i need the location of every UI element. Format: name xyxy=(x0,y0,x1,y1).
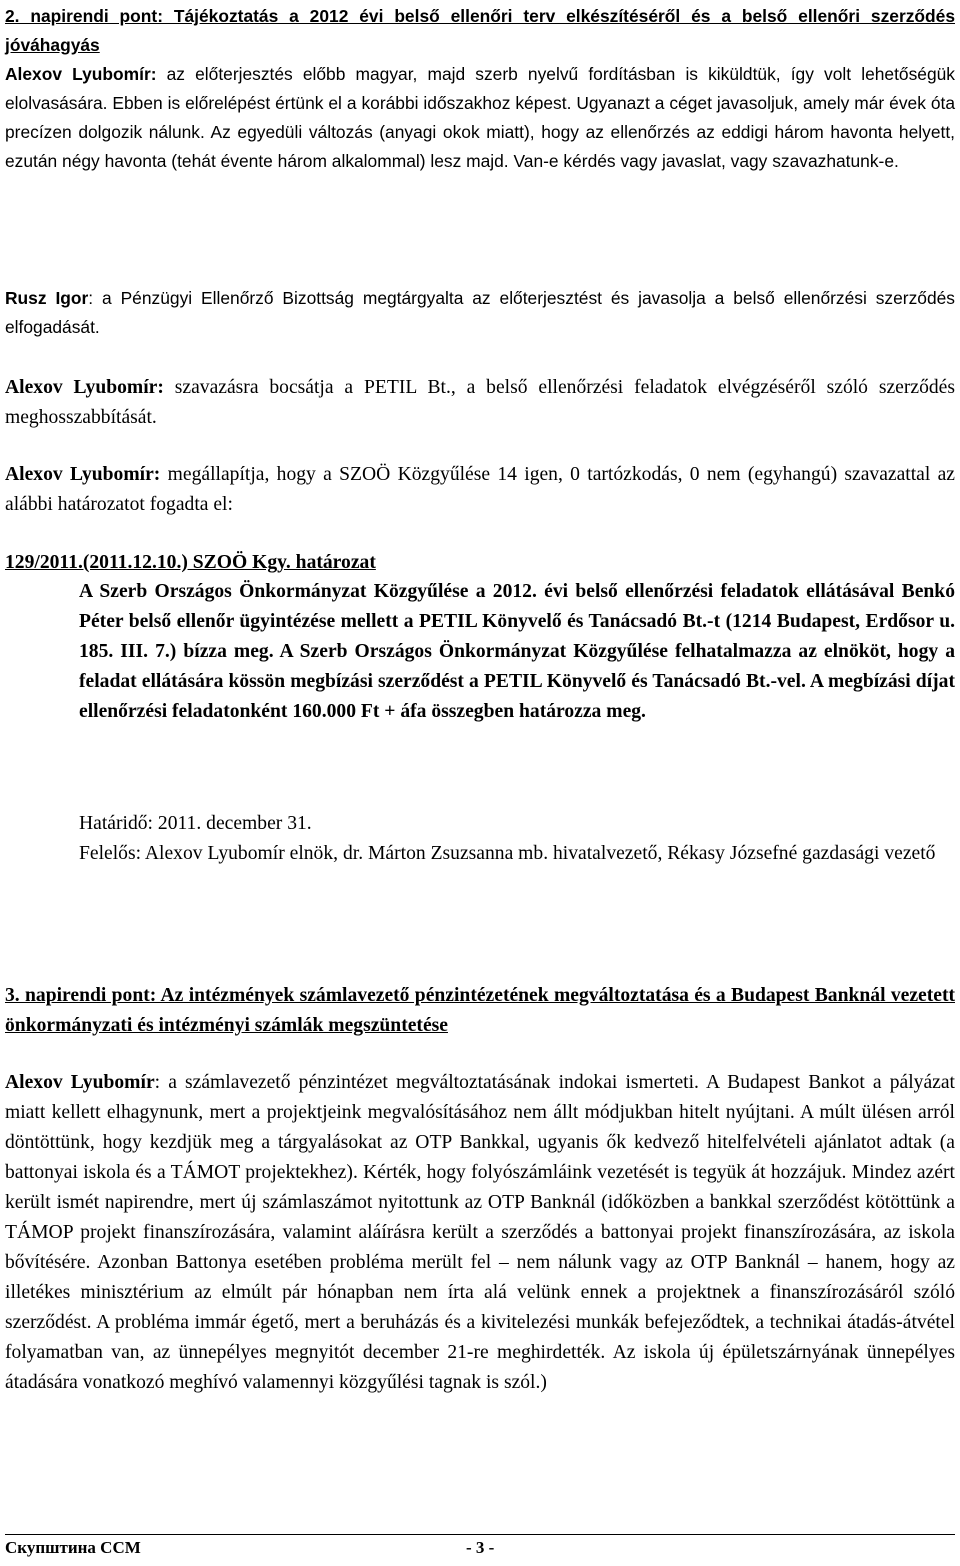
speaker-name: Alexov Lyubomír xyxy=(5,1072,155,1093)
speaker-name: Alexov Lyubomír: xyxy=(5,464,161,485)
speaker-name: Rusz Igor xyxy=(5,288,89,308)
resolution-number: 129/2011.(2011.12.10.) SZOÖ Kgy. határozat xyxy=(5,552,376,573)
speaker-name: Alexov Lyubomír: xyxy=(5,64,157,84)
resolution-text: A Szerb Országos Önkormányzat Közgyűlése a 2012. évi belső ellenőrzési feladatok ellátásával Benkó Péter belső ellenőr ügyintézése mellett a PETIL Könyvelő és Tanácsadó Bt.-t (1214 Budapest, Erdősor u. 185. III. 7.) bízza meg. A Szerb Országos Önkormányzat Közgyűlése felhatalmazza az elnököt, hogy a feladat ellátására kössön megbízási szerződést a PETIL Könyvelő és Tanácsadó Bt.-vel. A megbízási díjat ellenőrzési feladatonként 160.000 Ft + áfa összegben határozza meg. xyxy=(79,581,955,722)
footer-left: Скупштина ССМ xyxy=(5,1538,141,1557)
deadline: Határidő: 2011. december 31. xyxy=(79,813,312,834)
paragraph xyxy=(5,60,955,176)
paragraph xyxy=(5,284,955,342)
agenda-item-2-heading: 2. napirendi pont: Tájékoztatás a 2012 évi belső ellenőri terv elkészítéséről és a belső ellenőri szerződés jóváhagyás xyxy=(5,6,955,55)
paragraph-text: : a számlavezető pénzintézet megváltoztatásának indokai ismerteti. A Budapest Bankot a pályázat miatt kellett elhagynunk, mert a projektjeink megvalósításához nem állt módjukban hitelt nyújtani. A múlt ülésen arról döntöttünk, hogy kezdjük meg a tárgyalásokat az OTP Bankkal, ugyanis ők kedvező hitelfelvételi ajánlatot adtak (a battonyai iskola és a TÁMOT projektekhez). Kérték, hogy folyószámláink vezetését is tegyük át hozzájuk. Mindez azért került ismét napirendre, mert új számlaszámot nyitottunk az OTP Banknál (időközben a bankkal szerződést kötöttünk a TÁMOP projekt finanszírozására, valamint aláírásra került a szerződés a battonyai projekt finanszírozására, az iskola bővítésére. Azonban Battonya esetében probléma merült fel – nem nálunk vagy az OTP Banknál – hanem, hogy az illetékes minisztérium az elmúlt pár hónapban nem írta alá velünk ennek a projektnek a finanszírozásáról szóló szerződést. A probléma immár égető, mert a beruházás és a kivitelezési munkák befejeződtek, a technikai átadás-átvétel folyamatban van, az ünnepélyes megnyitót december 21-re meghirdették. Az iskola új épületszárnyának ünnepélyes átadására vonatkozó meghívó valamennyi közgyűlési tagnak is szól.) xyxy=(5,1072,955,1393)
paragraph xyxy=(5,1068,955,1398)
paragraph-text: : a Pénzügyi Ellenőrző Bizottság megtárgyalta az előterjesztést és javasolja a belső ellenőrzési szerződés elfogadását. xyxy=(5,288,956,337)
speaker-name: Alexov Lyubomír: xyxy=(5,377,164,398)
responsible: Felelős: Alexov Lyubomír elnök, dr. Márton Zsuzsanna mb. hivatalvezető, Rékasy Józsefné gazdasági vezető xyxy=(79,843,936,864)
paragraph xyxy=(5,373,955,433)
page-footer xyxy=(5,1534,955,1566)
paragraph xyxy=(5,460,955,520)
paragraph-text: az előterjesztés előbb magyar, majd szerb nyelvű fordításban is kiküldtük, így volt lehetőségük elolvasására. Ebben is előrelépést értünk el a korábbi időszakhoz képest. Ugyanazt a céget javasoljuk, amely már évek óta precízen dolgozik nálunk. Az egyedüli változás (anyagi okok miatt), hogy az ellenőrzés az eddigi három havonta helyett, ezután négy havonta (tehát évente három alkalommal) lesz majd. Van-e kérdés vagy javaslat, vagy szavazhatunk-e. xyxy=(5,64,955,171)
paragraph-text: szavazásra bocsátja a PETIL Bt., a belső ellenőrzési feladatok elvégzéséről szóló szerződés meghosszabbítását. xyxy=(5,377,955,428)
agenda-item-3-heading: 3. napirendi pont: Az intézmények számlavezető pénzintézetének megváltoztatása és a Budapest Banknál vezetett önkormányzati és intézményi számlák megszüntetése xyxy=(5,985,955,1036)
page-number: - 3 - xyxy=(466,1538,495,1557)
paragraph-text: megállapítja, hogy a SZOÖ Közgyűlése 14 igen, 0 tartózkodás, 0 nem (egyhangú) szavazattal az alábbi határozatot fogadta el: xyxy=(5,464,955,515)
